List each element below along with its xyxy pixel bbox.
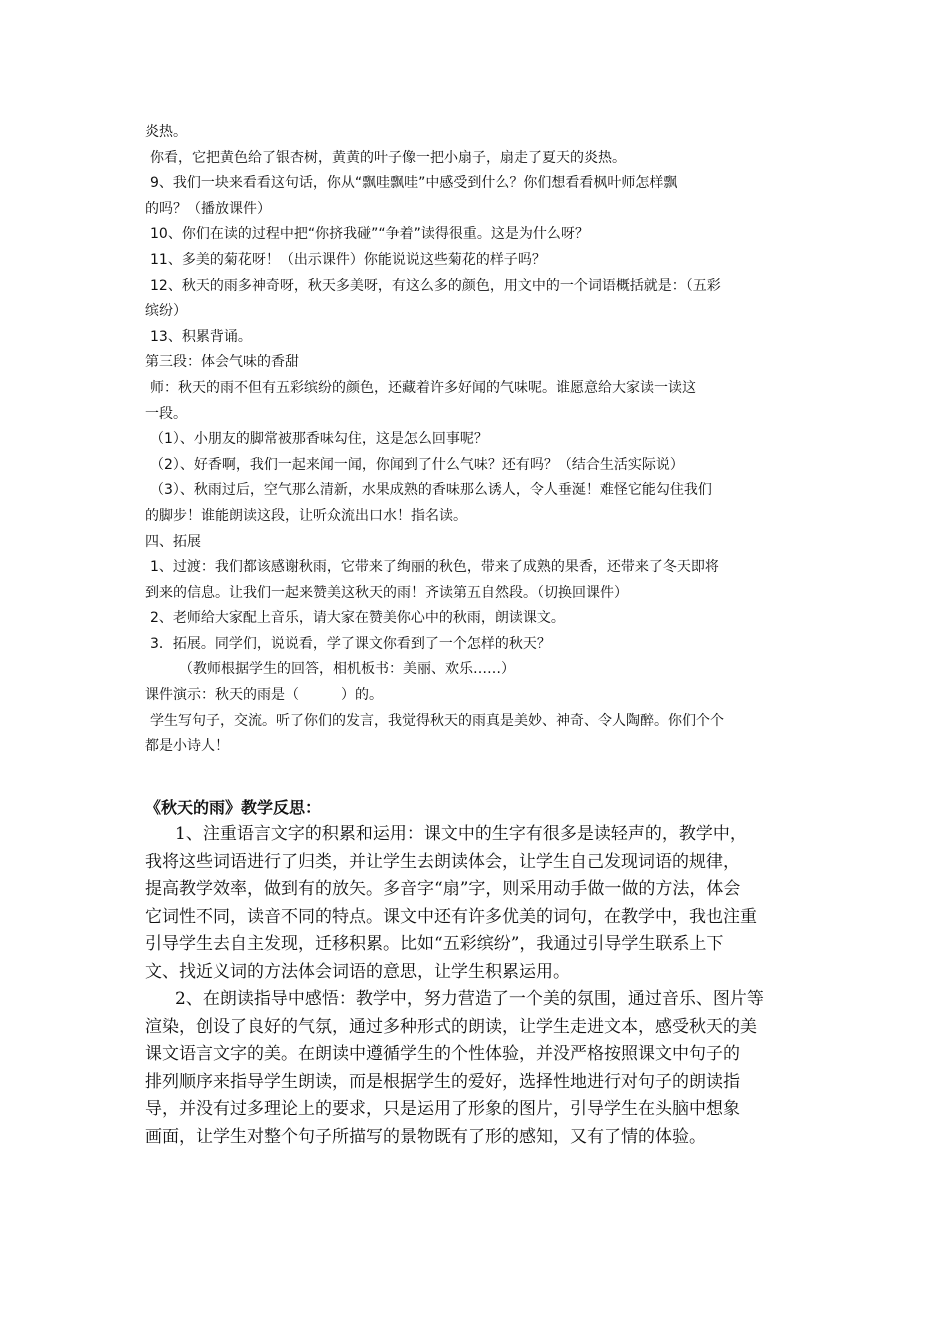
text-line: 第三段：体会气味的香甜 bbox=[145, 354, 299, 371]
text-line: 四、拓展 bbox=[145, 533, 201, 550]
page-content bbox=[145, 120, 810, 1151]
text-line: 排列顺序来指导学生朗读，而是根据学生的爱好，选择性地进行对句子的朗读指 bbox=[145, 1071, 740, 1092]
text-line: 到来的信息。让我们一起来赞美这秋天的雨！齐读第五自然段。（切换回课件） bbox=[145, 584, 628, 601]
text-line: 导，并没有过多理论上的要求，只是运用了形象的图片，引导学生在头脑中想象 bbox=[145, 1099, 740, 1120]
text-line: 学生写句子，交流。听了你们的发言，我觉得秋天的雨真是美妙、神奇、令人陶醉。你们个个 bbox=[150, 712, 724, 729]
text-line: 引导学生去自主发现，迁移积累。比如“五彩缤纷”，我通过引导学生联系上下 bbox=[145, 934, 724, 955]
text-line: 它词性不同，读音不同的特点。课文中还有许多优美的词句，在教学中，我也注重 bbox=[145, 906, 757, 927]
text-line: 课件演示：秋天的雨是（ ）的。 bbox=[145, 687, 383, 704]
text-line: 炎热。 bbox=[145, 124, 187, 140]
lesson-steps bbox=[145, 120, 810, 760]
text-line: 提高教学效率，做到有的放矢。多音字“扇”字，则采用动手做一做的方法，体会 bbox=[145, 879, 741, 900]
text-line: 缤纷） bbox=[145, 303, 187, 320]
reflection-section bbox=[145, 794, 810, 1152]
text-line: 1、过渡：我们都该感谢秋雨，它带来了绚丽的秋色，带来了成熟的果香，还带来了冬天即将 bbox=[150, 559, 719, 576]
text-line: 画面，让学生对整个句子所描写的景物既有了形的感知，又有了情的体验。 bbox=[145, 1126, 706, 1147]
text-line: 的脚步！谁能朗读这段，让听众流出口水！指名读。 bbox=[145, 507, 467, 524]
text-line: 12、秋天的雨多神奇呀，秋天多美呀，有这么多的颜色，用文中的一个词语概括就是：（五彩 bbox=[150, 277, 721, 294]
text-line: 11、多美的菊花呀！（出示课件）你能说说这些菊花的样子吗？ bbox=[150, 251, 546, 268]
text-line: 渲染，创设了良好的气氛，通过多种形式的朗读，让学生走进文本，感受秋天的美 bbox=[145, 1016, 757, 1037]
text-line: 师：秋天的雨不但有五彩缤纷的颜色，还藏着许多好闻的气味呢。谁愿意给大家读一读这 bbox=[150, 379, 696, 396]
text-line: 13、积累背诵。 bbox=[150, 328, 252, 345]
reflection-body bbox=[145, 821, 810, 1151]
text-line: 我将这些词语进行了归类，并让学生去朗读体会，让学生自己发现词语的规律， bbox=[145, 851, 740, 872]
text-line: 课文语言文字的美。在朗读中遵循学生的个性体验，并没严格按照课文中句子的 bbox=[145, 1044, 740, 1065]
text-line: 都是小诗人！ bbox=[145, 738, 229, 755]
text-line: 2、老师给大家配上音乐，请大家在赞美你心中的秋雨，朗读课文。 bbox=[150, 610, 565, 627]
text-line: 2、在朗读指导中感悟：教学中，努力营造了一个美的氛围，通过音乐、图片等 bbox=[175, 989, 764, 1010]
text-line: （1）、小朋友的脚常被那香味勾住，这是怎么回事呢？ bbox=[150, 431, 488, 448]
text-line: （3）、秋雨过后，空气那么清新，水果成熟的香味那么诱人，令人垂涎！难怪它能勾住我们 bbox=[150, 482, 712, 499]
text-line: 的吗？（播放课件） bbox=[145, 200, 271, 217]
text-line: 文、找近义词的方法体会词语的意思，让学生积累运用。 bbox=[145, 961, 570, 982]
text-line: 9、我们一块来看看这句话，你从“飘哇飘哇”中感受到什么？你们想看看枫叶师怎样飘 bbox=[150, 175, 678, 192]
text-line: 10、你们在读的过程中把“你挤我碰”“争着”读得很重。这是为什么呀？ bbox=[150, 226, 589, 243]
text-line: （2）、好香啊，我们一起来闻一闻，你闻到了什么气味？还有吗？（结合生活实际说） bbox=[150, 456, 684, 473]
text-line: 3．拓展。同学们，说说看，学了课文你看到了一个怎样的秋天？ bbox=[150, 635, 551, 652]
text-line: 1、注重语言文字的积累和运用：课文中的生字有很多是读轻声的，教学中， bbox=[175, 824, 747, 845]
reflection-title: 《秋天的雨》教学反思： bbox=[145, 797, 322, 817]
text-line: 一段。 bbox=[145, 405, 187, 422]
text-line: （教师根据学生的回答，相机板书：美丽、欢乐……） bbox=[179, 661, 515, 678]
text-line: 你看，它把黄色给了银杏树，黄黄的叶子像一把小扇子，扇走了夏天的炎热。 bbox=[150, 149, 626, 166]
